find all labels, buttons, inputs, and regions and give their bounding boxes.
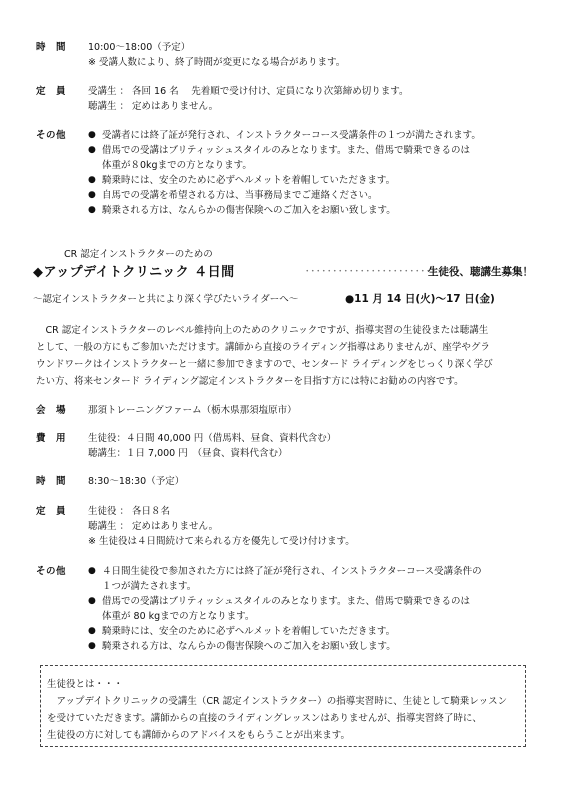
description-line: ウンドワークはインストラクターと一緒に参加できますので、センタード ライディングをじっくり深く学び [36,359,493,370]
top-time-line: 10:00～18:00（予定） [88,42,191,53]
venue-label: 会 場 [36,405,67,416]
top-capacity-label: 定 員 [36,86,67,97]
clinic-subline [33,292,533,307]
bullet-item: ● 騎乗時には、安全のために必ずヘルメットを着帽していただきます。 [88,624,546,639]
bullet-item: ● 騎乗時には、安全のために必ずヘルメットを着帽していただきます。 [88,173,546,188]
time-label: 時 間 [36,476,67,487]
time-line: 8:30～18:30（予定） [88,476,185,487]
bullet-item: ● 受講者には終了証が発行され、インストラクターコース受講条件の１つが満たされます。 [88,128,546,143]
top-other-bullets [88,128,546,218]
top-capacity-line: 聴講生 ： 定めはありません。 [88,101,219,112]
capacity-value [88,504,546,549]
clinic-description [36,322,536,390]
note-line: を受けていただきます。講師からの直接のライディングレッスンはありませんが、指導実習終了時に、 [47,713,482,724]
clinic-heading [33,265,533,285]
fee-value [88,431,546,461]
other-bullets [88,564,546,654]
venue-line: 那須トレーニングファーム（栃木県那須塩原市） [88,405,297,416]
clinic-title: ◆アップデイトクリニック ４日間 [33,265,235,280]
clinic-intro: CR 認定インストラクターのための [64,249,213,260]
note-line: 生徒役の方に対しても講師からのアドバイスをもらうことが出来ます。 [47,730,350,741]
bullet-item: ● ４日間生徒役で参加された方には終了証が発行され、インストラクターコース受講条件の [88,564,546,579]
top-time-label: 時 間 [36,42,67,53]
bullet-item: ● 借馬での受講はブリティッシュスタイルのみとなります。また、借馬で騎乗できるのは [88,143,546,158]
top-time-value [88,40,546,70]
top-other-label: その他 [36,130,67,141]
other-label: その他 [36,566,67,577]
capacity-line: 生徒役 ： 各日８名 [88,506,171,517]
capacity-note: ※ 生徒役は４日間続けて来られる方を優先して受け付けます。 [88,536,355,547]
clinic-subtitle: ～認定インストラクターと共により深く学びたいライダーへ～ [33,294,299,305]
bullet-continuation: １つが満たされます。 [102,581,197,592]
dotted-leader: ･････････････････････････ [305,267,443,277]
description-line: たい方、将来センタード ライディング認定インストラクターを目指す方には特にお勧めの内容です。 [36,376,464,387]
top-time-note: ※ 受講人数により、終了時間が変更になる場合があります。 [88,57,346,68]
clinic-dates: ●11 月 14 日(火)～17 日(金) [345,293,495,305]
note-heading: 生徒役とは・・・ [47,679,124,690]
fee-line: 聴講生：１日 7,000 円 （昼食、資料代含む） [88,448,288,459]
description-line: として、一般の方にもご参加いただけます。講師から直接のライディング指導はありませんが、座学やグラ [36,342,490,353]
top-capacity-line: 受講生 ： 各回 16 名 先着順で受け付け、定員になり次第締め切ります。 [88,86,409,97]
top-capacity-value [88,84,546,114]
description-line: CR 認定インストラクターのレベル維持向上のためのクリニックですが、指導実習の生徒役または聴講生 [36,325,489,336]
capacity-label: 定 員 [36,506,67,517]
venue-value [88,403,546,418]
bullet-item: ● 借馬での受講はブリティッシュスタイルのみとなります。また、借馬で騎乗できるのは [88,594,546,609]
bullet-continuation: 体重が８0kgまでの方となります。 [102,160,252,171]
capacity-line: 聴講生 ： 定めはありません。 [88,521,219,532]
bullet-continuation: 体重が 80 kgまでの方となります。 [102,611,255,622]
bullet-item: ● 騎乗される方は、なんらかの傷害保険へのご加入をお願い致します。 [88,203,546,218]
fee-line: 生徒役：４日間 40,000 円（借馬料、昼食、資料代含む） [88,433,337,444]
fee-label: 費 用 [36,433,67,444]
recruit-text: 生徒役、聴講生募集！ [428,266,533,278]
note-line: アップデイトクリニックの受講生（CR 認定インストラクター）の指導実習時に、生徒として騎乗レッスン [47,696,508,707]
time-value [88,474,546,489]
student-role-note-box [40,665,526,747]
bullet-item: ● 自馬での受講を希望される方は、当事務局までご連絡ください。 [88,188,546,203]
bullet-item: ● 騎乗される方は、なんらかの傷害保険へのご加入をお願い致します。 [88,639,546,654]
